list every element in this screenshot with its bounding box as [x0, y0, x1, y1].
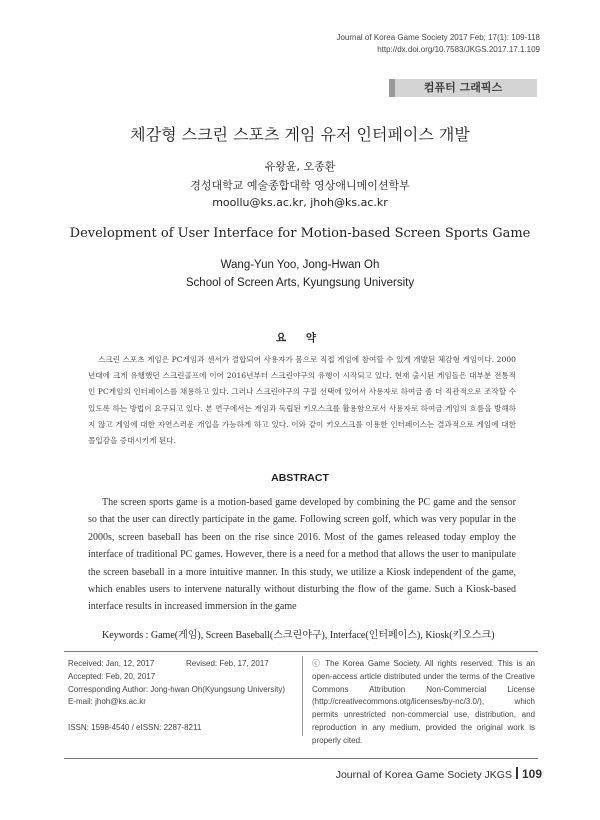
- received-date: Received: Jan, 12, 2017: [68, 659, 155, 668]
- english-title: Development of User Interface for Motion-based Screen Sports Game: [69, 226, 531, 241]
- footer-journal: Journal of Korea Game Society JKGS: [335, 769, 512, 781]
- korean-affiliation: 경성대학교 예술종합대학 영상애니메이션학부: [190, 179, 410, 192]
- doi-link[interactable]: http://dx.doi.org/10.7583/JKGS.2017.17.1.109: [377, 45, 540, 54]
- english-abstract-heading: ABSTRACT: [271, 472, 329, 484]
- keywords-line: [102, 626, 542, 641]
- english-affiliation: School of Screen Arts, Kyungsung University: [185, 277, 415, 289]
- page-footer: [336, 767, 542, 781]
- keywords-label: Keywords :: [102, 630, 149, 641]
- column-divider: [302, 656, 303, 736]
- footer-divider: [64, 758, 538, 759]
- metadata-divider: [64, 651, 538, 652]
- journal-citation: Journal of Korea Game Society 2017 Feb; 17(1): 109-118: [336, 33, 540, 42]
- korean-authors: 유왕윤, 오종환: [264, 160, 336, 173]
- page-number: 109: [521, 767, 542, 781]
- keywords-text: Game(게임), Screen Baseball(스크린야구), Interface(인터페이스), Kiosk(키오스크): [150, 630, 495, 641]
- corresponding-author: Corresponding Author: Jong-hwan Oh(Kyungsung University): [68, 684, 286, 694]
- category-marker: [389, 79, 395, 97]
- accepted-date: Accepted: Feb, 20, 2017: [68, 671, 156, 681]
- korean-abstract: 스크린 스포츠 게임은 PC게임과 센서가 결합되어 사용자가 몸으로 직접 게임에 참여할 수 있게 개발된 체감형 게임이다. 2000년대에 크게 유행했던 스크린골프에 이어 2016년부터 스크린야구의 유행이 시작되고 있다. 현재 출시된 게임들은 대부분 전통적인 PC게임의 인터페이스를 채용하고 있다. 그러나 스크린야구의 구질 선택에 있어서 사용자로 하여금 좀 더 직관적으로 조작할 수 있도록 하는 방법이 요구되고 있다. 본 연구에서는 게임과 독립된 키오스크를 활용함으로서 사용자로 하여금 게임의 흐름을 방해하지 않고 게임에 대한 자연스러운 개입을 가능하게 하고 있다. 이와 같이 키오스크를 이용한 인터페이스는 결과적으로 게임에 대한 몰입감을 증대시키게 된다.: [88, 355, 516, 446]
- korean-abstract-heading: 요 약: [276, 332, 324, 344]
- revised-date: Revised: Feb, 17, 2017: [186, 659, 269, 668]
- english-authors: Wang-Yun Yoo, Jong-Hwan Oh: [220, 259, 380, 271]
- author-emails[interactable]: moollu@ks.ac.kr, jhoh@ks.ac.kr: [212, 196, 388, 209]
- issn: ISSN: 1598-4540 / eISSN: 2287-8211: [68, 722, 202, 732]
- category-banner: [389, 79, 537, 97]
- journal-info: [336, 32, 540, 56]
- category-label: 컴퓨터 그래픽스: [423, 81, 503, 94]
- footer-separator: [516, 767, 518, 779]
- korean-title: 체감형 스크린 스포츠 게임 유저 인터페이스 개발: [130, 125, 470, 144]
- english-abstract: The screen sports game is a motion-based game developed by combining the PC game and the sensor so that the user can directly participate in the game. Following screen golf, which was very popular in the 2000s, screen baseball has been on the rise since 2016. Most of the games released today employ the interface of traditional PC games. However, there is a need for a method that allows the user to manipulate the screen baseball in a more intuitive manner. In this study, we utilize a Kiosk independent of the game, which enables users to intervene naturally without disturbing the flow of the game. Such a Kiosk-based interface results in increased immersion in the game: [88, 497, 516, 613]
- license-text: ⓒ The Korea Game Society. All rights reserved. This is an open-access article distributed under the terms of the Creative Commons Attribution Non-Commercial License (http://creativecommons.otg/licenses/by-nc/3.0/), which permits unrestricted non-commercial use, distribution, and reproduction in any medium, provided the original work is properly cited.: [312, 659, 535, 745]
- corresponding-email[interactable]: E-mail: jhoh@ks.ac.kr: [68, 697, 146, 707]
